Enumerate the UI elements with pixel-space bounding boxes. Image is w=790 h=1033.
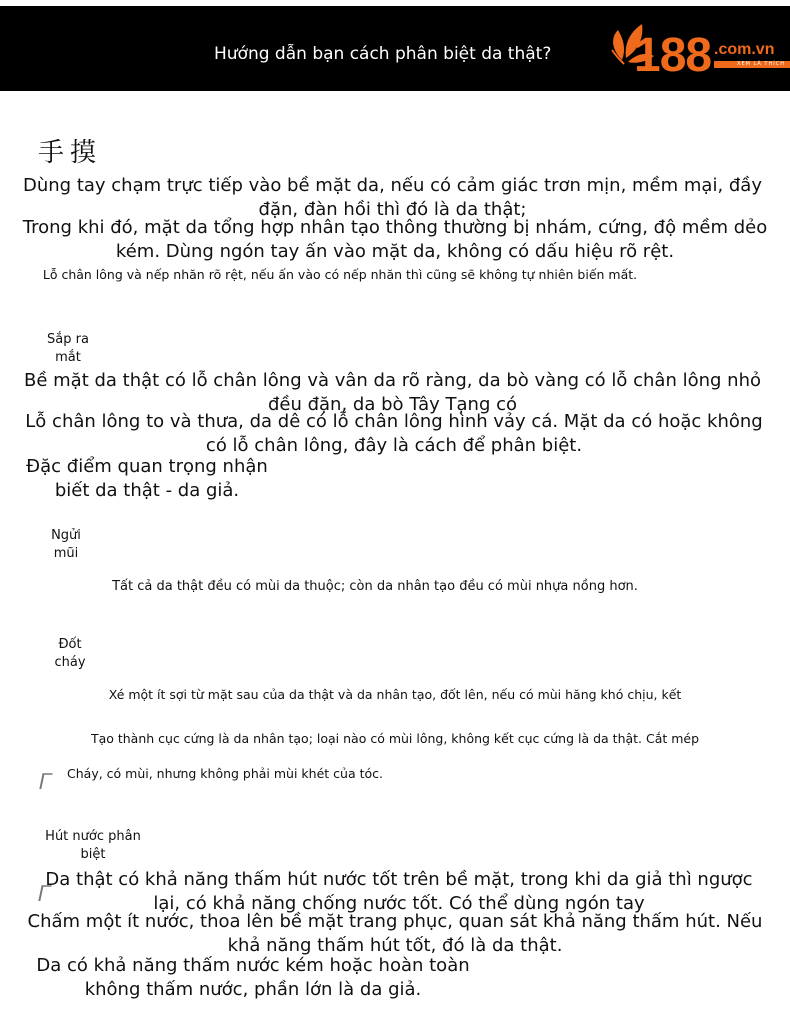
water-paragraph-1: Da thật có khả năng thấm hút nước tốt trên bề mặt, trong khi da giả thì ngược lại, có khả năng chống nước tốt. Có thể dùng ngón tay xyxy=(45,869,753,914)
look-paragraph-3: Đặc điểm quan trọng nhận biết da thật - da giả. xyxy=(26,456,268,501)
burn-paragraph-1: Xé một ít sợi từ mặt sau của da thật và da nhân tạo, đốt lên, nếu có mùi hăng khó chịu, kết xyxy=(108,687,682,702)
logo-number: 188 xyxy=(634,29,712,82)
water-paragraph-2: Chấm một ít nước, thoa lên bề mặt trang phục, quan sát khả năng thấm hút. Nếu khả năng thấm hút tốt, đó là da thật. xyxy=(27,911,763,956)
logo-domain: .com.vn xyxy=(714,41,775,58)
section-heading-touch: 手摸 xyxy=(38,138,103,168)
page-title: Hướng dẫn bạn cách phân biệt da thật? xyxy=(214,44,552,64)
section-label-smell: Ngửi mũi xyxy=(51,528,81,561)
touch-paragraph-2: Trong khi đó, mặt da tổng hợp nhân tạo thông thường bị nhám, cứng, độ mềm dẻo kém. Dùng ngón tay ấn vào mặt da, không có dấu hiệu rõ rệt. xyxy=(22,217,768,262)
logo-tagline: XEM LÀ THÍCH xyxy=(714,61,790,68)
smell-paragraph-1: Tất cả da thật đều có mùi da thuộc; còn da nhân tạo đều có mùi nhựa nồng hơn. xyxy=(112,579,638,594)
section-label-look: Sắp ra mắt xyxy=(47,332,89,365)
water-paragraph-3: Da có khả năng thấm nước kém hoặc hoàn toàn không thấm nước, phần lớn là da giả. xyxy=(36,955,470,1000)
header-bar xyxy=(0,6,790,91)
touch-paragraph-1: Dùng tay chạm trực tiếp vào bề mặt da, nếu có cảm giác trơn mịn, mềm mại, đầy đặn, đàn hồi thì đó là da thật; xyxy=(23,175,762,220)
burn-paragraph-3: Cháy, có mùi, nhưng không phải mùi khét của tóc. xyxy=(67,766,383,781)
look-paragraph-2: Lỗ chân lông to và thưa, da dê có lỗ chân lông hình vảy cá. Mặt da có hoặc không có lỗ chân lông, đây là cách để phân biệt. xyxy=(25,411,763,456)
section-label-water: Hút nước phân biệt xyxy=(45,829,141,862)
look-paragraph-1: Bề mặt da thật có lỗ chân lông và vân da rõ ràng, da bò vàng có lỗ chân lông nhỏ đều đặn, da bò Tây Tạng có xyxy=(24,370,761,415)
section-label-burn: Đốt cháy xyxy=(54,637,86,670)
touch-paragraph-3: Lỗ chân lông và nếp nhăn rõ rệt, nếu ấn vào có nếp nhăn thì cũng sẽ không tự nhiên biến mất. xyxy=(42,267,638,282)
burn-paragraph-2: Tạo thành cục cứng là da nhân tạo; loại nào có mùi lông, không kết cục cứng là da thật. Cắt mép xyxy=(90,731,700,746)
brand-logo[interactable] xyxy=(606,20,790,90)
quote-mark-icon xyxy=(39,773,52,789)
